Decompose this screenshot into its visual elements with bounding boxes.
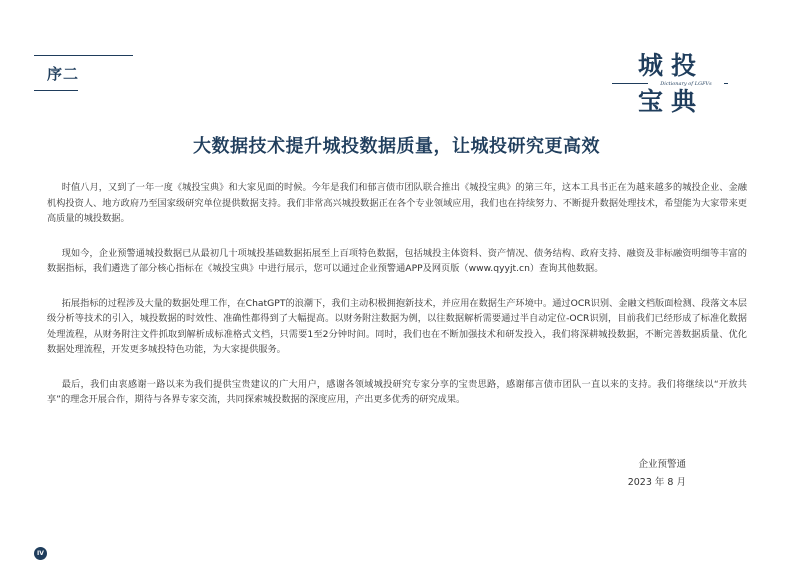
paragraph-3: 拓展指标的过程涉及大量的数据处理工作，在ChatGPT的浪潮下，我们主动积极拥抱新技术，并应用在数据生产环境中。通过OCR识别、金融文档版面检测、段落文本层级分析等技术的引入，城投数据的时效性、准确性都得到了大幅提高。以财务附注数据为例，以往数据解析需要通过半自动定位-OCR识别，目前我们已经形成了标准化数据处理流程，从财务附注文件抓取到解析成标准格式文档，只需要1至2分钟时间。同时，我们也在不断加强技术和研发投入，我们将深耕城投数据，不断完善数据质量、优化数据处理流程，开发更多城投特色功能，为大家提供服务。 <box>47 297 747 355</box>
paragraph-2: 现如今，企业预警通城投数据已从最初几十项城投基础数据拓展至上百项特色数据，包括城投主体资料、资产情况、债务结构、政府支持、融资及非标融资明细等丰富的数据指标，我们遴选了部分核心指标在《城投宝典》中进行展示，您可以通过企业预警通APP及网页版（www.qyyjt.cn）查询其他数据。 <box>47 247 747 274</box>
signature-block <box>628 456 686 492</box>
logo-top-text: 城投 <box>638 51 705 80</box>
section-rule-top <box>34 55 133 56</box>
paragraph-4: 最后，我们由衷感谢一路以来为我们提供宝贵建议的广大用户，感谢各领域城投研究专家分享的宝贵思路，感谢郁言债市团队一直以来的支持。我们将继续以“开放共享”的理念开展合作，期待与各界专家交流，共同探索城投数据的深度应用，产出更多优秀的研究成果。 <box>47 378 747 405</box>
logo-bottom-text: 宝典 <box>638 87 705 116</box>
page-number-badge: IV <box>34 547 47 560</box>
paragraph-1: 时值八月，又到了一年一度《城投宝典》和大家见面的时候。今年是我们和郁言债市团队联合推出《城投宝典》的第三年，这本工具书正在为越来越多的城投企业、金融机构投资人、地方政府乃至国家级研究单位提供数据支持。我们非常高兴城投数据正在各个专业领域应用，我们也在持续努力、不断提升数据处理技术，希望能为大家带来更高质量的城投数据。 <box>47 182 747 224</box>
signature-date: 2023 年 8 月 <box>627 477 686 488</box>
book-logo <box>612 52 728 118</box>
page-title: 大数据技术提升城投数据质量，让城投研究更高效 <box>193 136 600 157</box>
logo-subtitle: Dictionary of LGFVs <box>660 81 712 87</box>
signature-org: 企业预警通 <box>638 459 686 470</box>
section-label: 序二 <box>47 65 80 83</box>
preface-body <box>47 180 747 427</box>
section-rule-bottom <box>34 90 78 91</box>
